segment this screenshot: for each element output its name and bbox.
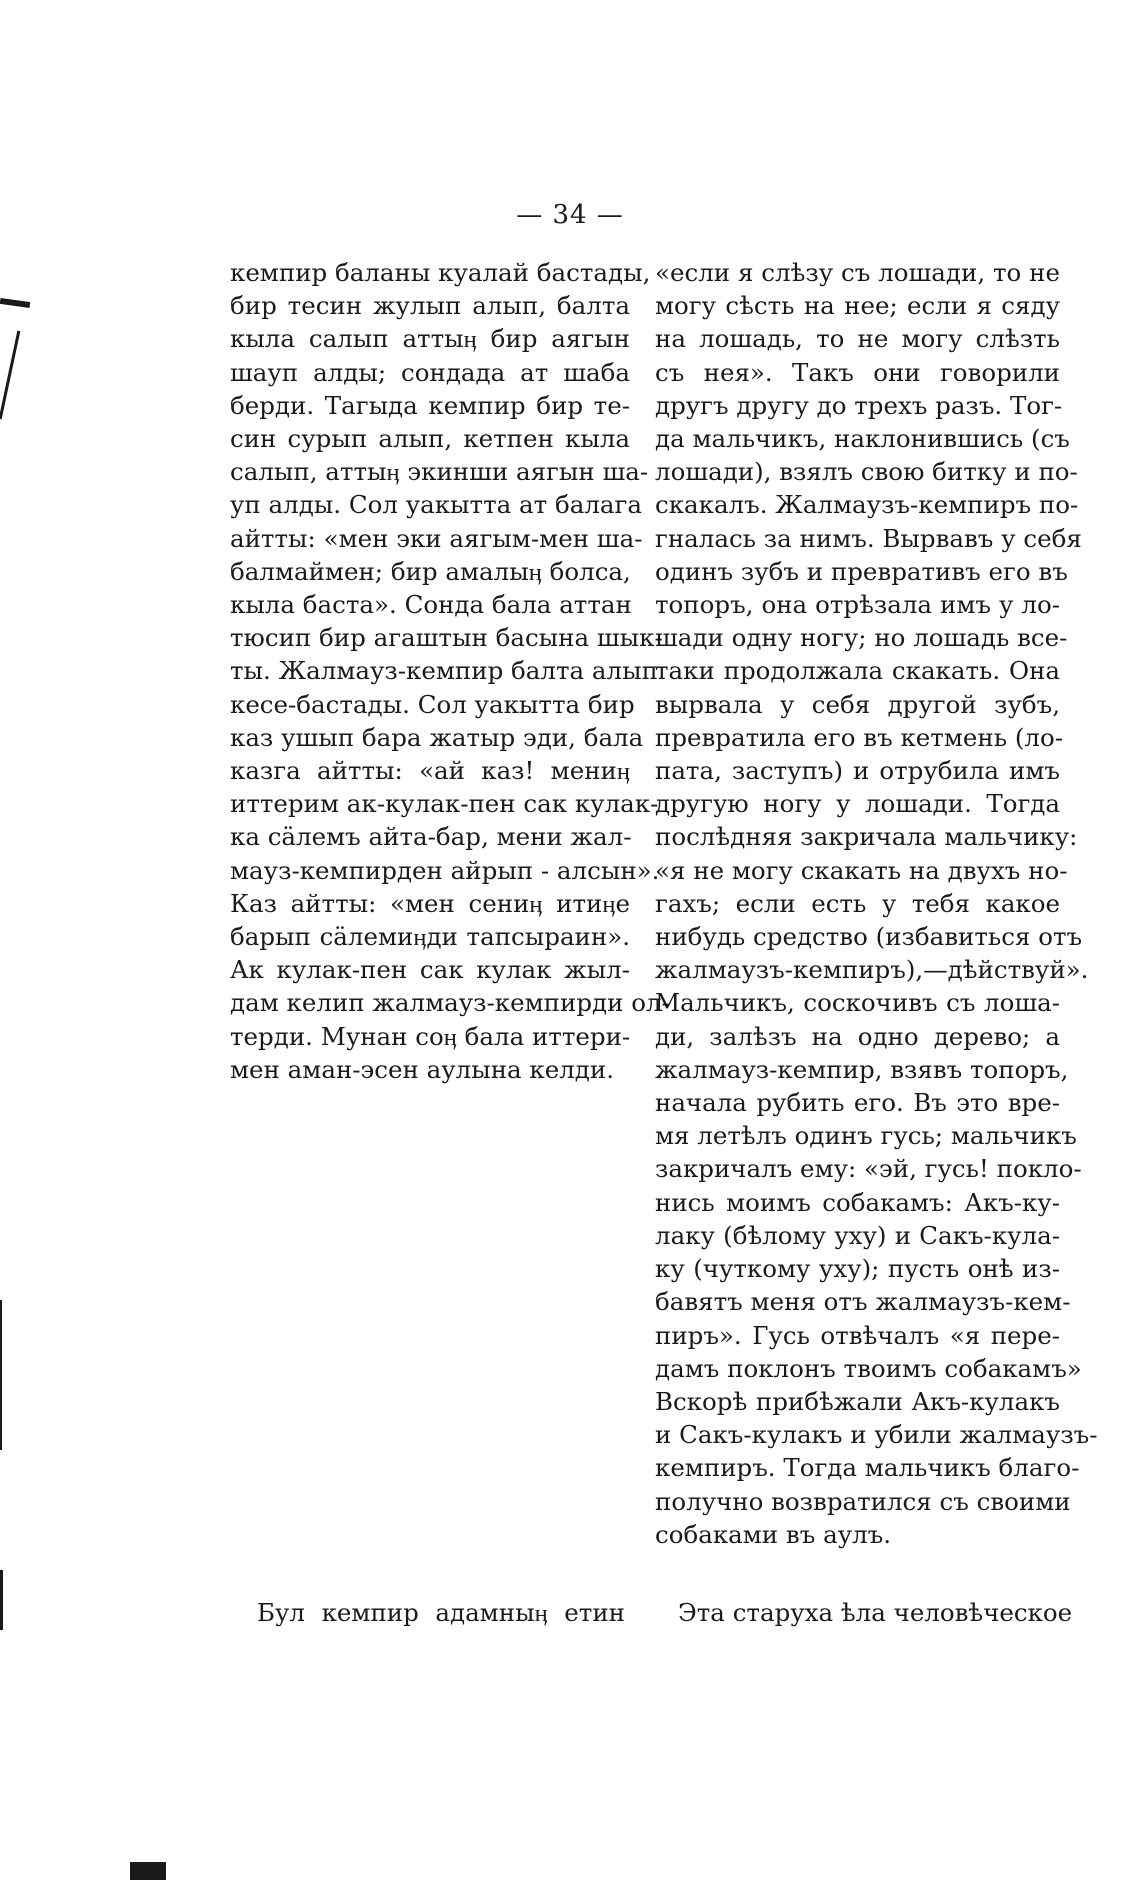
- right-line: могу сѣсть на нее; если я сяду: [655, 291, 1060, 321]
- left-line: ка сäлемъ айта-бар, мени жал-: [230, 822, 632, 852]
- scan-artifact-mark: [0, 298, 30, 308]
- right-line: съ нея». Такъ они говорили: [655, 357, 1060, 387]
- right-line: бавятъ меня отъ жалмаузъ-кем-: [655, 1287, 1071, 1317]
- right-line: другую ногу у лошади. Тогда: [655, 789, 1060, 819]
- right-line: кемпиръ. Тогда мальчикъ благо-: [655, 1453, 1080, 1483]
- left-line: мауз-кемпирден айрып - алсын».: [230, 855, 660, 885]
- right-line: топоръ, она отрѣзала имъ у ло-: [655, 590, 1060, 620]
- right-line: на лошадь, то не могу слѣзть: [655, 324, 1060, 354]
- left-line: казга айтты: «ай каз! мениӊ: [230, 756, 630, 786]
- right-column-russian-text: [655, 256, 1098, 1551]
- left-line: бир тесин жулып алып, балта: [230, 291, 630, 321]
- scan-artifact-mark: [0, 331, 20, 420]
- right-line: нибудь средство (избавиться отъ: [655, 922, 1083, 952]
- left-line: кемпир баланы куалай бастады,: [230, 258, 651, 287]
- left-line: Ак кулак-пен сак кулак жыл-: [230, 955, 630, 985]
- right-line: жалмауз-кемпир, взявъ топоръ,: [655, 1054, 1069, 1084]
- right-line: вырвала у себя другой зубъ,: [655, 689, 1060, 719]
- left-line: каз ушып бара жатыр эди, бала: [230, 722, 644, 752]
- left-line: ты. Жалмауз-кемпир балта алып: [230, 656, 658, 686]
- left-column-kazakh-text: [230, 256, 670, 1086]
- left-line: Каз айтты: «мен сениӊ итиӊе: [230, 888, 630, 918]
- right-line: ку (чуткому уху); пусть онѣ из-: [655, 1254, 1060, 1284]
- right-line: «если я слѣзу съ лошади, то не: [655, 258, 1060, 287]
- right-line: шади одну ногу; но лошадь все-: [655, 623, 1068, 653]
- scan-artifact-mark: [0, 1570, 3, 1630]
- right-line: скакалъ. Жалмаузъ-кемпиръ по-: [655, 490, 1079, 520]
- right-line: лаку (бѣлому уху) и Сакъ-кула-: [655, 1220, 1060, 1250]
- right-line: и Сакъ-кулакъ и убили жалмаузъ-: [655, 1420, 1098, 1450]
- right-line: гналась за нимъ. Вырвавъ у себя: [655, 523, 1082, 553]
- left-line: син сурып алып, кетпен кыла: [230, 424, 630, 454]
- left-line: берди. Тагыда кемпир бир те-: [230, 390, 630, 420]
- left-line: терди. Мунан соӊ бала иттери-: [230, 1021, 631, 1051]
- left-line: мен аман-эсен аулына келди.: [230, 1054, 614, 1084]
- right-line: «я не могу скакать на двухъ но-: [655, 855, 1068, 885]
- right-line: ди, залѣзъ на одно дерево; а: [655, 1021, 1060, 1051]
- bottom-right-line: Эта старуха ѣла человѣческое: [678, 1598, 1073, 1627]
- right-line: гахъ; если есть у тебя какое: [655, 888, 1060, 918]
- right-line: начала рубить его. Въ это вре-: [655, 1088, 1060, 1118]
- right-line: пиръ». Гусь отвѣчалъ «я пере-: [655, 1320, 1060, 1350]
- right-line: жалмаузъ-кемпиръ),—дѣйствуй».: [655, 955, 1089, 985]
- right-line: получно возвратился съ своими: [655, 1486, 1071, 1516]
- left-line: дам келип жалмауз-кемпирди ол-: [230, 988, 670, 1018]
- left-line: барып сäлемиӊди тапсыраин».: [230, 922, 630, 952]
- left-line: шауп алды; сондада ат шаба: [230, 357, 630, 387]
- page-number: — 34 —: [516, 200, 624, 230]
- right-line: нись моимъ собакамъ: Акъ-ку-: [655, 1187, 1060, 1217]
- left-line: уп алды. Сол уакытта ат балага: [230, 490, 642, 520]
- right-line: закричалъ ему: «эй, гусь! покло-: [655, 1154, 1082, 1184]
- scan-artifact-mark: [130, 1862, 166, 1880]
- right-line: мя летѣлъ одинъ гусь; мальчикъ: [655, 1121, 1077, 1151]
- left-line: иттерим ак-кулак-пен сак кулак-: [230, 789, 659, 819]
- right-line: Вскорѣ прибѣжали Акъ-кулакъ: [655, 1386, 1060, 1416]
- left-line: айтты: «мен эки аягым-мен ша-: [230, 523, 643, 553]
- scan-artifact-mark: [0, 1300, 2, 1450]
- right-line: превратила его въ кетмень (ло-: [655, 722, 1064, 752]
- left-line: салып, аттыӊ экинши аягын ша-: [230, 457, 649, 487]
- left-line: балмаймен; бир амалыӊ болса,: [230, 556, 631, 586]
- left-line: кыла баста». Сонда бала аттан: [230, 590, 632, 620]
- left-line: кыла салып аттыӊ бир аягын: [230, 324, 630, 354]
- right-line: да мальчикъ, наклонившись (съ: [655, 424, 1070, 454]
- left-line: тюсип бир агаштын басына шык-: [230, 623, 663, 653]
- right-line: собаками въ аулъ.: [655, 1519, 892, 1549]
- right-line: лошади), взялъ свою битку и по-: [655, 457, 1078, 487]
- right-line: пата, заступъ) и отрубила имъ: [655, 756, 1060, 786]
- right-line: послѣдняя закричала мальчику:: [655, 822, 1078, 852]
- right-line: другъ другу до трехъ разъ. Тог-: [655, 390, 1063, 420]
- right-line: дамъ поклонъ твоимъ собакамъ»: [655, 1353, 1082, 1383]
- right-line: Мальчикъ, соскочивъ съ лоша-: [655, 988, 1060, 1018]
- bottom-left-line: Бул кемпир адамныӊ етин: [257, 1598, 625, 1627]
- right-line: таки продолжала скакать. Она: [655, 656, 1060, 686]
- right-line: одинъ зубъ и превративъ его въ: [655, 556, 1068, 586]
- left-line: кесе-бастады. Сол уакытта бир: [230, 689, 635, 719]
